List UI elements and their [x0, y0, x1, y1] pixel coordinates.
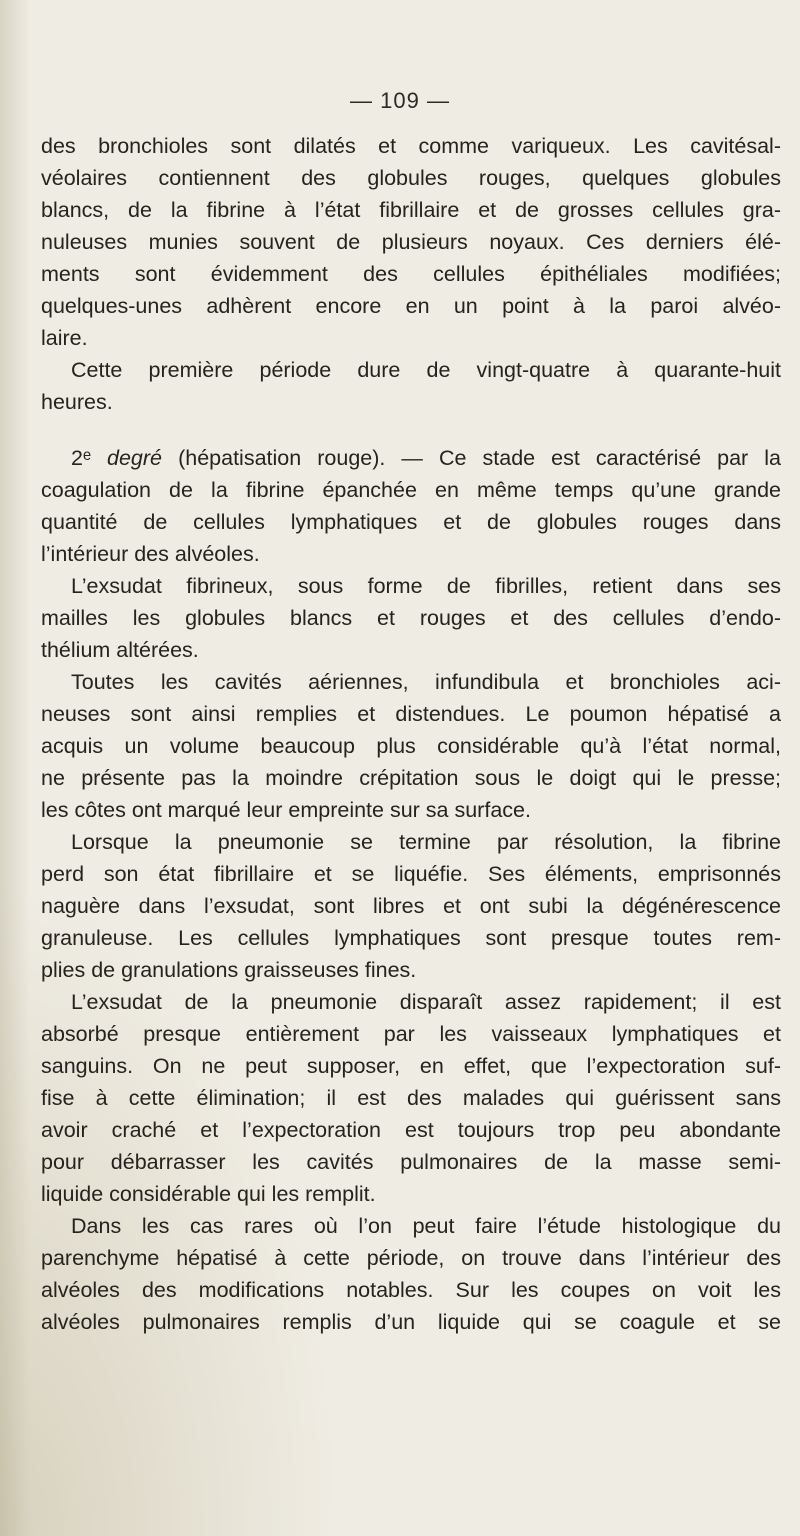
- text-line: blancs, de la fibrine à l’état fibrillaire et de grosses cellules gra-: [41, 198, 781, 222]
- paragraph: [41, 666, 781, 826]
- text-line: ments sont évidemment des cellules épithéliales modifiées;: [41, 262, 781, 286]
- body-text: [41, 130, 781, 1338]
- text-line: plies de granulations graisseuses fines.: [41, 958, 417, 982]
- paragraph: [41, 442, 781, 570]
- text-line: quantité de cellules lymphatiques et de globules rouges dans: [41, 510, 781, 534]
- paragraph: [41, 130, 781, 354]
- text-line: les côtes ont marqué leur empreinte sur sa surface.: [41, 798, 531, 822]
- text-line: absorbé presque entièrement par les vaisseaux lymphatiques et: [41, 1022, 781, 1046]
- text-line: fise à cette élimination; il est des malades qui guérissent sans: [41, 1086, 781, 1110]
- text-line: perd son état fibrillaire et se liquéfie. Ses éléments, emprisonnés: [41, 862, 781, 886]
- page-number: — 109 —: [350, 88, 450, 113]
- section-gap: [41, 418, 781, 442]
- text-line: véolaires contiennent des globules rouges, quelques globules: [41, 166, 781, 190]
- text-line: 2ᵉ degré (hépatisation rouge). — Ce stade est caractérisé par la: [71, 446, 781, 470]
- text-line: coagulation de la fibrine épanchée en même temps qu’une grande: [41, 478, 781, 502]
- text-line: Toutes les cavités aériennes, infundibula et bronchioles aci-: [71, 670, 781, 694]
- text-line: acquis un volume beaucoup plus considérable qu’à l’état normal,: [41, 734, 781, 758]
- text-line: laire.: [41, 326, 88, 350]
- text-line: naguère dans l’exsudat, sont libres et ont subi la dégénérescence: [41, 894, 781, 918]
- text-line: Dans les cas rares où l’on peut faire l’étude histologique du: [71, 1214, 781, 1238]
- paragraph: [41, 570, 781, 666]
- text-line: nuleuses munies souvent de plusieurs noyaux. Ces derniers élé-: [41, 230, 781, 254]
- text-line: Cette première période dure de vingt-quatre à quarante-huit: [71, 358, 781, 382]
- paragraph: [41, 1210, 781, 1338]
- text-line: ne présente pas la moindre crépitation sous le doigt qui le presse;: [41, 766, 781, 790]
- text-line: sanguins. On ne peut supposer, en effet, que l’expectoration suf-: [41, 1054, 781, 1078]
- text-line: mailles les globules blancs et rouges et des cellules d’endo-: [41, 606, 781, 630]
- italic-term: degré: [107, 446, 163, 470]
- text-line: parenchyme hépatisé à cette période, on trouve dans l’intérieur des: [41, 1246, 781, 1270]
- text-line: thélium altérées.: [41, 638, 199, 662]
- text-line: alvéoles pulmonaires remplis d’un liquide qui se coagule et se: [41, 1310, 781, 1334]
- text-line: heures.: [41, 390, 113, 414]
- text-line: l’intérieur des alvéoles.: [41, 542, 260, 566]
- text-line: liquide considérable qui les remplit.: [41, 1182, 376, 1206]
- text-line: alvéoles des modifications notables. Sur les coupes on voit les: [41, 1278, 781, 1302]
- text-line: avoir craché et l’expectoration est toujours trop peu abondante: [41, 1118, 781, 1142]
- paragraph: [41, 826, 781, 986]
- text-line: quelques-unes adhèrent encore en un point à la paroi alvéo-: [41, 294, 781, 318]
- text-line: des bronchioles sont dilatés et comme variqueux. Les cavitésal-: [41, 134, 781, 158]
- text-line: neuses sont ainsi remplies et distendues. Le poumon hépatisé a: [41, 702, 781, 726]
- text-line: pour débarrasser les cavités pulmonaires de la masse semi-: [41, 1150, 781, 1174]
- text-line: L’exsudat fibrineux, sous forme de fibrilles, retient dans ses: [71, 574, 781, 598]
- text-line: Lorsque la pneumonie se termine par résolution, la fibrine: [71, 830, 781, 854]
- paragraph: [41, 986, 781, 1210]
- text-line: granuleuse. Les cellules lymphatiques sont presque toutes rem-: [41, 926, 781, 950]
- paragraph: [41, 354, 781, 418]
- text-line: L’exsudat de la pneumonie disparaît assez rapidement; il est: [71, 990, 781, 1014]
